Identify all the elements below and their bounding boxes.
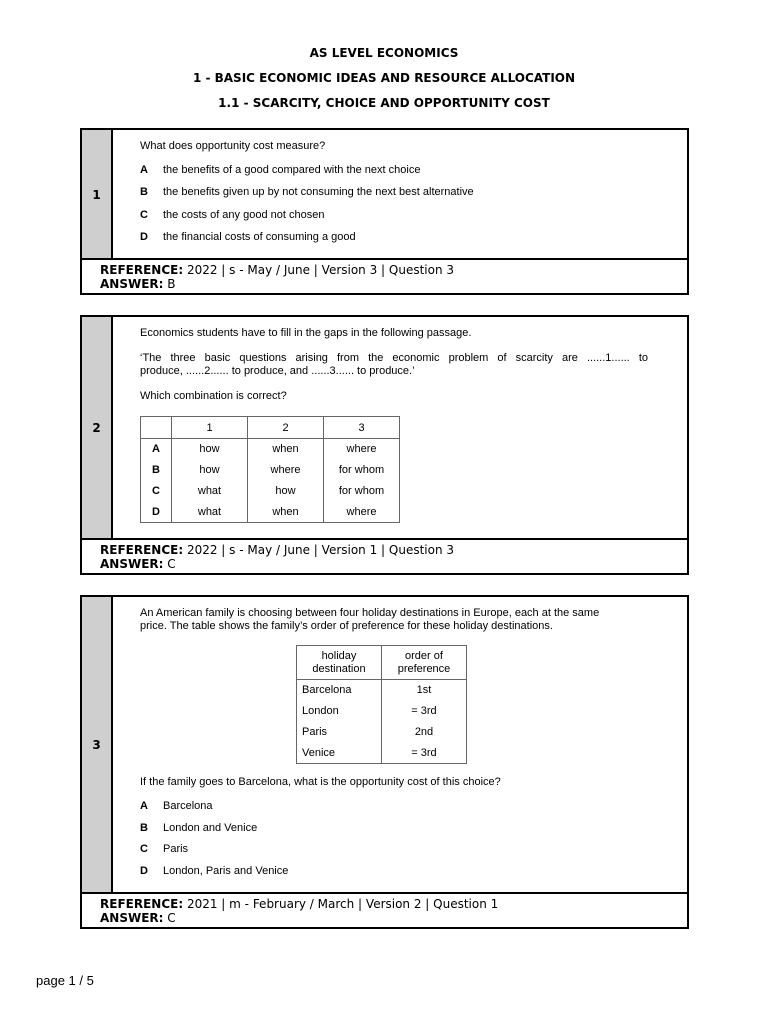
chapter-title: 1 - BASIC ECONOMIC IDEAS AND RESOURCE ALLOCATION bbox=[192, 71, 576, 85]
preference-table: holiday destination order of preference Barcelona 1st London = 3rd Paris 2nd Venice = 3rd bbox=[296, 645, 467, 764]
document-title: AS LEVEL ECONOMICS bbox=[309, 46, 459, 60]
question-text-line-1: An American family is choosing between four holiday destinations in Europe, each at the same bbox=[140, 607, 600, 619]
table-row: Paris 2nd bbox=[297, 722, 467, 743]
option-c: C Paris bbox=[140, 843, 189, 855]
answer-line: ANSWER: C bbox=[100, 557, 176, 571]
option-a: A Barcelona bbox=[140, 800, 213, 812]
table-row: Venice = 3rd bbox=[297, 743, 467, 764]
reference-line: REFERENCE: 2022 | s - May / June | Version 3 | Question 3 bbox=[100, 263, 455, 277]
table-row: D what when where bbox=[141, 502, 400, 523]
reference-block bbox=[82, 538, 687, 571]
table-row: London = 3rd bbox=[297, 701, 467, 722]
option-d: D London, Paris and Venice bbox=[140, 865, 289, 877]
question-intro: Economics students have to fill in the gaps in the following passage. bbox=[140, 327, 472, 339]
reference-line: REFERENCE: 2022 | s - May / June | Version 1 | Question 3 bbox=[100, 543, 455, 557]
answer-line: ANSWER: C bbox=[100, 911, 176, 925]
reference-line: REFERENCE: 2021 | m - February / March | Version 2 | Question 1 bbox=[100, 897, 499, 911]
option-d: D the financial costs of consuming a good bbox=[140, 231, 356, 243]
question-number: 3 bbox=[82, 597, 113, 893]
section-title: 1.1 - SCARCITY, CHOICE AND OPPORTUNITY COST bbox=[218, 96, 550, 110]
question-text: If the family goes to Barcelona, what is the opportunity cost of this choice? bbox=[140, 776, 501, 788]
table-row: A how when where bbox=[141, 439, 400, 460]
question-text: What does opportunity cost measure? bbox=[140, 140, 326, 152]
option-b: B London and Venice bbox=[140, 822, 258, 834]
reference-block bbox=[82, 892, 687, 925]
option-a: A the benefits of a good compared with the next choice bbox=[140, 164, 421, 176]
question-1 bbox=[80, 128, 689, 295]
page-number: page 1 / 5 bbox=[36, 973, 94, 988]
answer-table: 1 2 3 A how when where B how where for whom C what how for whom D what when where bbox=[140, 416, 400, 523]
table-row: C what how for whom bbox=[141, 481, 400, 502]
option-b: B the benefits given up by not consuming the next best alternative bbox=[140, 186, 474, 198]
option-c: C the costs of any good not chosen bbox=[140, 209, 325, 221]
question-number: 1 bbox=[82, 130, 113, 259]
passage-line-2: produce, ......2...... to produce, and ......3...... to produce.’ bbox=[140, 365, 415, 377]
reference-block bbox=[82, 258, 687, 291]
table-row: Barcelona 1st bbox=[297, 680, 467, 701]
question-2 bbox=[80, 315, 689, 575]
question-3 bbox=[80, 595, 689, 929]
passage-line-1: ‘The three basic questions arising from the economic problem of scarcity are ......1...... to bbox=[140, 352, 648, 364]
question-text-line-2: price. The table shows the family’s order of preference for these holiday destinations. bbox=[140, 620, 553, 632]
question-text: Which combination is correct? bbox=[140, 390, 287, 402]
question-number: 2 bbox=[82, 317, 113, 539]
answer-line: ANSWER: B bbox=[100, 277, 176, 291]
table-row: B how where for whom bbox=[141, 460, 400, 481]
